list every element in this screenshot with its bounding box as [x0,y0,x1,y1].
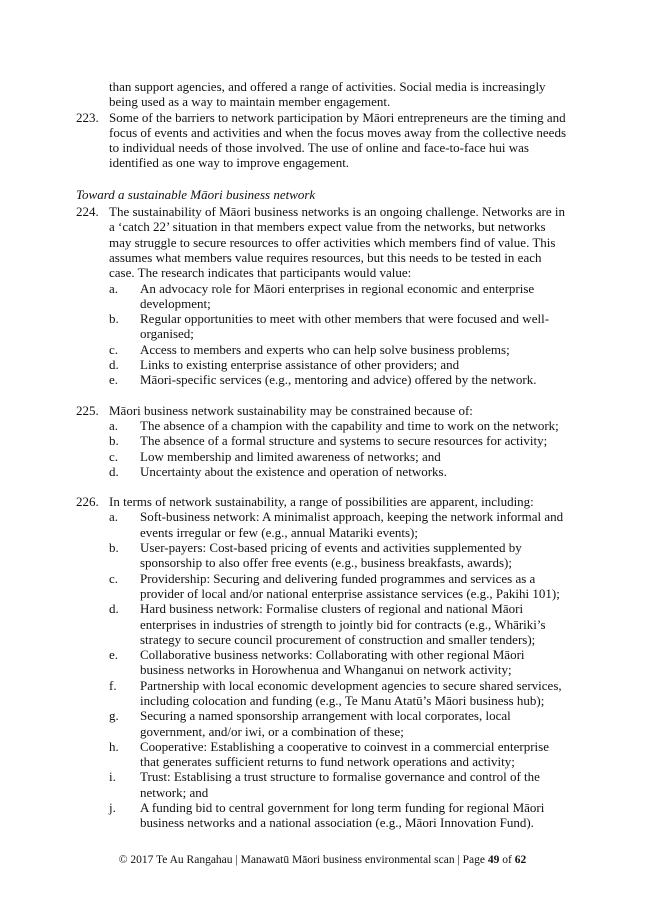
list-item [76,357,570,372]
list-item-text: The absence of a champion with the capability and time to work on the network; [140,417,559,433]
list-item-text: Access to members and experts who can help solve business problems; [140,341,510,357]
list-item-text: A funding bid to central government for long term funding for regional Māori business networks and a national association (e.g., Māori Innovation Fund). [140,800,545,831]
list-item-text: Regular opportunities to meet with other members that were focused and well-organised; [140,311,550,342]
list-item-text: Partnership with local economic development agencies to secure shared services, including colocation and funding (e.g., Te Manu Atatū’s Māori business hub); [140,677,562,708]
list-letter: d. [109,463,119,479]
paragraph-number: 224. [76,204,99,220]
footer-page-total: 62 [514,854,527,866]
list-item-text: Securing a named sponsorship arrangement with local corporates, local government, and/or iwi, or a combination of these; [140,708,511,739]
list-letter: f. [109,677,117,693]
footer-text: © 2017 Te Au Rangahau | Manawatū Māori business environmental scan | Page [118,854,488,866]
list-224 [76,281,570,388]
list-item-text: Low membership and limited awareness of networks; and [140,448,441,464]
paragraph-number: 223. [76,109,99,125]
list-item [76,433,570,448]
list-item [76,739,570,770]
list-item [76,678,570,709]
list-item [76,418,570,433]
list-item-text: Māori-specific services (e.g., mentoring and advice) offered by the network. [140,372,537,388]
paragraph-222-continuation: than support agencies, and offered a range of activities. Social media is increasingly being used as a way to maintain member engagement. [109,79,546,110]
list-item [76,449,570,464]
list-letter: g. [109,708,119,724]
list-225 [76,418,570,479]
list-letter: c. [109,448,119,464]
list-letter: b. [109,433,119,449]
list-item [76,281,570,312]
list-item-text: Soft-business network: A minimalist approach, keeping the network informal and events irregular or few (e.g., annual Matariki events); [140,509,564,540]
list-letter: i. [109,769,116,785]
list-letter: e. [109,647,119,663]
paragraph-226 [76,494,570,509]
list-item-text: The absence of a formal structure and systems to secure resources for activity; [140,433,548,449]
paragraph-text: Some of the barriers to network participation by Māori entrepreneurs are the timing and focus of events and activities and when the focus moves away from the collective needs to individual needs of those involved. The use of online and face-to-face hui was identified as one way to improve engagement. [109,109,567,171]
list-letter: a. [109,280,119,296]
section-heading: Toward a sustainable Māori business network [76,186,316,202]
list-letter: j. [109,800,116,816]
list-letter: d. [109,601,119,617]
list-item [76,311,570,342]
list-item-text: Trust: Establising a trust structure to formalise governance and control of the network; and [140,769,540,800]
list-letter: c. [109,341,119,357]
list-item-text: Uncertainty about the existence and operation of networks. [140,463,447,479]
list-letter: h. [109,738,119,754]
footer-of: of [499,854,515,866]
paragraph-number: 226. [76,494,99,510]
list-item [76,342,570,357]
list-letter: b. [109,311,119,327]
footer-page-number: 49 [487,854,500,866]
paragraph-text: Māori business network sustainability may be constrained because of: [109,402,473,418]
list-letter: e. [109,372,119,388]
list-item-text: Providership: Securing and delivering funded programmes and services as a provider of local and/or national enterprise assistance services (e.g., Pakihi 101); [140,570,560,601]
paragraph-224 [76,204,570,280]
paragraph-225 [76,403,570,418]
list-226 [76,509,570,830]
list-item-text: User-payers: Cost-based pricing of events and activities supplemented by sponsorship to also offer free events (e.g., business breakfasts, awards); [140,540,522,571]
paragraph-223 [76,110,570,171]
page-footer [0,853,645,868]
paragraph-text: The sustainability of Māori business networks is an ongoing challenge. Networks are in a ‘catch 22’ situation in that members expect value from the networks, but networks may struggle to secure resources to offer activities which members find of value. This assumes what members value requires resources, but this needs to be tested in each case. The research indicates that participants would value: [109,204,565,281]
list-item-text: An advocacy role for Māori enterprises in regional economic and enterprise development; [140,280,535,311]
list-item [76,769,570,800]
list-item [76,571,570,602]
list-letter: b. [109,540,119,556]
list-item [76,800,570,831]
list-item-text: Collaborative business networks: Collaborating with other regional Māori business networks in Horowhenua and Whanganui on network activity; [140,647,525,678]
list-item [76,464,570,479]
list-letter: a. [109,417,119,433]
list-letter: c. [109,570,119,586]
list-item [76,708,570,739]
paragraph-number: 225. [76,402,99,418]
list-item-text: Links to existing enterprise assistance of other providers; and [140,357,460,373]
list-letter: d. [109,357,119,373]
list-item-text: Hard business network: Formalise clusters of regional and national Māori enterprises in industries of strength to jointly bid for contracts (e.g., Whāriki’s strategy to secure council procurement of construction and smaller tenders); [140,601,546,647]
list-item [76,647,570,678]
page-content [76,79,570,831]
list-item [76,540,570,571]
list-item-text: Cooperative: Establishing a cooperative to coinvest in a commercial enterprise that generates sufficient returns to fund network operations and activity; [140,738,549,770]
list-letter: a. [109,509,119,525]
list-item [76,372,570,387]
list-item [76,509,570,540]
paragraph-text: In terms of network sustainability, a range of possibilities are apparent, including: [109,494,534,510]
list-item [76,601,570,647]
